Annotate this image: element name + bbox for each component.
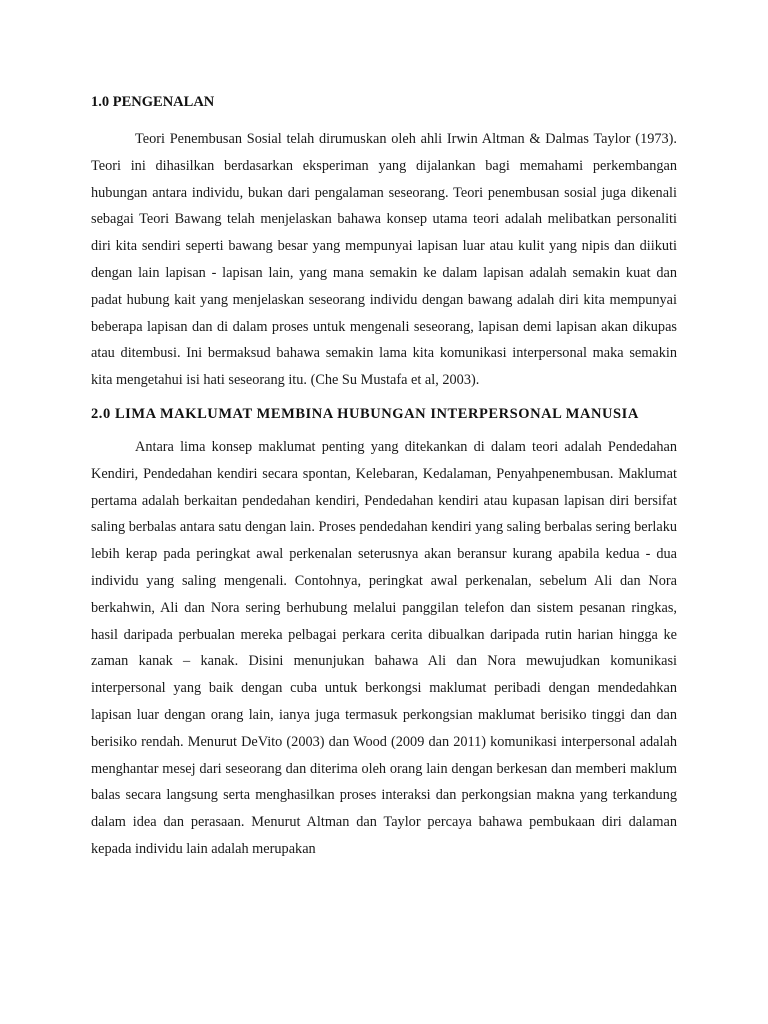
- document-body: [91, 92, 677, 863]
- section-heading-five-concepts: 2.0 LIMA MAKLUMAT MEMBINA HUBUNGAN INTERPERSONAL MANUSIA: [91, 405, 639, 422]
- section-heading-introduction: 1.0 PENGENALAN: [91, 94, 215, 110]
- section-paragraph-five-concepts: Antara lima konsep maklumat penting yang ditekankan di dalam teori adalah Pendedahan Kendiri, Pendedahan kendiri secara spontan, Kelebaran, Kedalaman, Penyahpenembusan. Maklumat pertama adalah berkaitan pendedahan kendiri, Pendedahan kendiri atau kupasan lapisan diri bersifat saling berbalas antara satu dengan lain. Proses pendedahan kendiri yang saling berbalas sering berlaku lebih kerap pada peringkat awal perkenalan seterusnya akan beransur kurang apabila kedua - dua individu yang saling mengenali. Contohnya, peringkat awal perkenalan, sebelum Ali dan Nora berkahwin, Ali dan Nora sering berhubung melalui panggilan telefon dan sistem pesanan ringkas, hasil daripada perbualan mereka pelbagai perkara cerita dibualkan daripada rutin harian hingga ke zaman kanak – kanak. Disini menunjukan bahawa Ali dan Nora mewujudkan komunikasi interpersonal yang baik dengan cuba untuk berkongsi maklumat peribadi dengan mendedahkan lapisan luar dengan orang lain, ianya juga termasuk perkongsian maklumat berisiko tinggi dan dan berisiko rendah. Menurut DeVito (2003) dan Wood (2009 dan 2011) komunikasi interpersonal adalah menghantar mesej dari seseorang dan diterima oleh orang lain dengan berkesan dan memberi maklum balas secara langsung serta menghasilkan proses interaksi dan perkongsian makna yang terkandung dalam idea dan perasaan. Menurut Altman dan Taylor percaya bahawa pembukaan diri dalaman kepada individu lain adalah merupakan: [91, 438, 677, 857]
- section-paragraph-introduction: Teori Penembusan Sosial telah dirumuskan oleh ahli Irwin Altman & Dalmas Taylor (1973). Teori ini dihasilkan berdasarkan eksperiman yang dijalankan bagi memahami perkembangan hubungan antara individu, bukan dari pengalaman seseorang. Teori penembusan sosial juga dikenali sebagai Teori Bawang telah menjelaskan bahawa konsep utama teori adalah melibatkan personaliti diri kita sendiri seperti bawang besar yang mempunyai lapisan luar atau kulit yang nipis dan diikuti dengan lain lapisan - lapisan lain, yang mana semakin ke dalam lapisan adalah semakin kuat dan padat hubung kait yang menjelaskan seseorang individu dengan bawang adalah diri kita mempunyai beberapa lapisan dan di dalam proses untuk mengenali seseorang, lapisan demi lapisan akan dikupas atau ditembusi. Ini bermaksud bahawa semakin lama kita komunikasi interpersonal maka semakin kita mengetahui isi hati seseorang itu. (Che Su Mustafa et al, 2003).: [91, 131, 677, 389]
